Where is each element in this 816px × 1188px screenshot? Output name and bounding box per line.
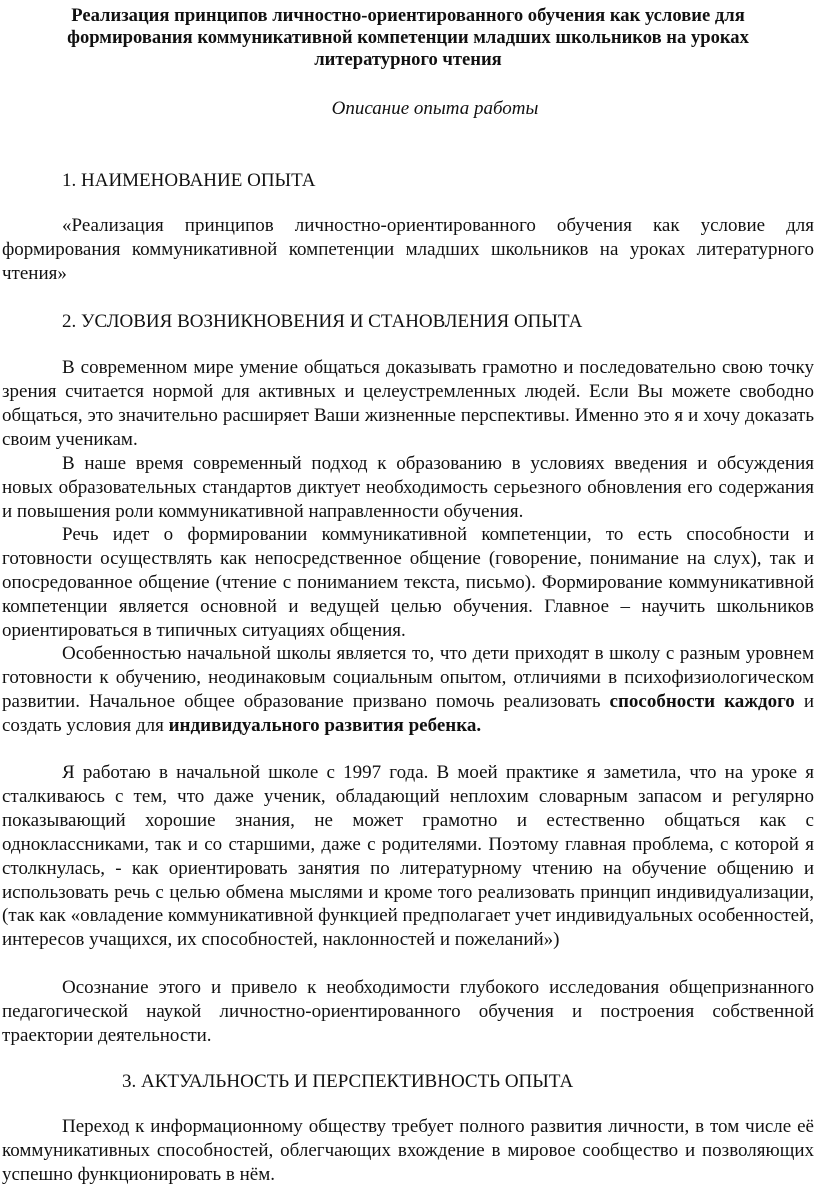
section-2-paragraph-1: В современном мире умение общаться доказывать грамотно и последовательно свою точку зрения считается нормой для активных и целеустремленных людей. Если Вы можете свободно общаться, это значительно расширяет Ваши жизненные перспективы. Именно это я и хочу доказать своим ученикам.	[2, 357, 814, 450]
section-2-paragraph-6: Осознание этого и привело к необходимости глубокого исследования общепризнанного педагогической наукой личностно-ориентированного обучения и построения собственной траектории деятельности.	[2, 977, 814, 1046]
document-subtitle: Описание опыта работы	[331, 98, 539, 119]
paragraph-4-emphasis-2: индивидуального развития ребенка.	[168, 714, 482, 736]
section-1-paragraph: «Реализация принципов личностно-ориентированного обучения как условие для формирования коммуникативной компетенции младших школьников на уроках литературного чтения»	[2, 215, 814, 284]
section-2-paragraph-3: Речь идет о формировании коммуникативной компетенции, то есть способности и готовности осуществлять как непосредственное общение (говорение, понимание на слух), так и опосредованное общение (чтение с пониманием текста, письмо). Формирование коммуникативной компетенции является основной и ведущей целью обучения. Главное – научить школьников ориентироваться в типичных ситуациях общения.	[2, 524, 814, 641]
paragraph-4-emphasis-1: способности каждого	[609, 690, 795, 712]
paragraph-4-text-1: Особенностью начальной школы является то, что дети приходят в школу с разным уровнем готовности к обучению, неодинаковым социальным опытом, отличиями в психофизиологическом развитии. Начальное общее образование призвано помочь реализовать	[2, 643, 814, 712]
section-2-paragraph-4	[2, 642, 814, 738]
section-1-heading: 1. НАИМЕНОВАНИЕ ОПЫТА	[62, 170, 316, 191]
section-2-heading: 2. УСЛОВИЯ ВОЗНИКНОВЕНИЯ И СТАНОВЛЕНИЯ ОПЫТА	[62, 311, 583, 332]
section-2-paragraph-5: Я работаю в начальной школе с 1997 года. В моей практике я заметила, что на уроке я сталкиваюсь с тем, что даже ученик, обладающий неплохим словарным запасом и регулярно показывающий хорошие знания, не может грамотно и естественно общаться как с одноклассниками, так и со старшими, даже с родителями. Поэтому главная проблема, с которой я столкнулась, - как ориентировать занятия по литературному чтению на обучение общению и использовать речь с целью обмена мыслями и кроме того реализовать принцип индивидуализации, (так как «овладение коммуникативной функцией предполагает учет индивидуальных особенностей, интересов учащихся, их способностей, наклонностей и пожеланий»)	[2, 762, 814, 951]
document-title: Реализация принципов личностно-ориентированного обучения как условие для формирования коммуникативной компетенции младших школьников на уроках литературного чтения	[67, 5, 749, 70]
section-2-paragraph-2: В наше время современный подход к образованию в условиях введения и обсуждения новых образовательных стандартов диктует необходимость серьезного обновления его содержания и повышения роли коммуникативной направленности обучения.	[2, 453, 814, 522]
section-3-heading: 3. АКТУАЛЬНОСТЬ И ПЕРСПЕКТИВНОСТЬ ОПЫТА	[122, 1071, 574, 1092]
paragraph-4-text-2: и создать условия для	[2, 690, 814, 736]
section-3-paragraph-1: Переход к информационному обществу требует полного развития личности, в том числе её коммуникативных способностей, облегчающих вхождение в мировое сообщество и позволяющих успешно функционировать в нём.	[2, 1116, 814, 1185]
